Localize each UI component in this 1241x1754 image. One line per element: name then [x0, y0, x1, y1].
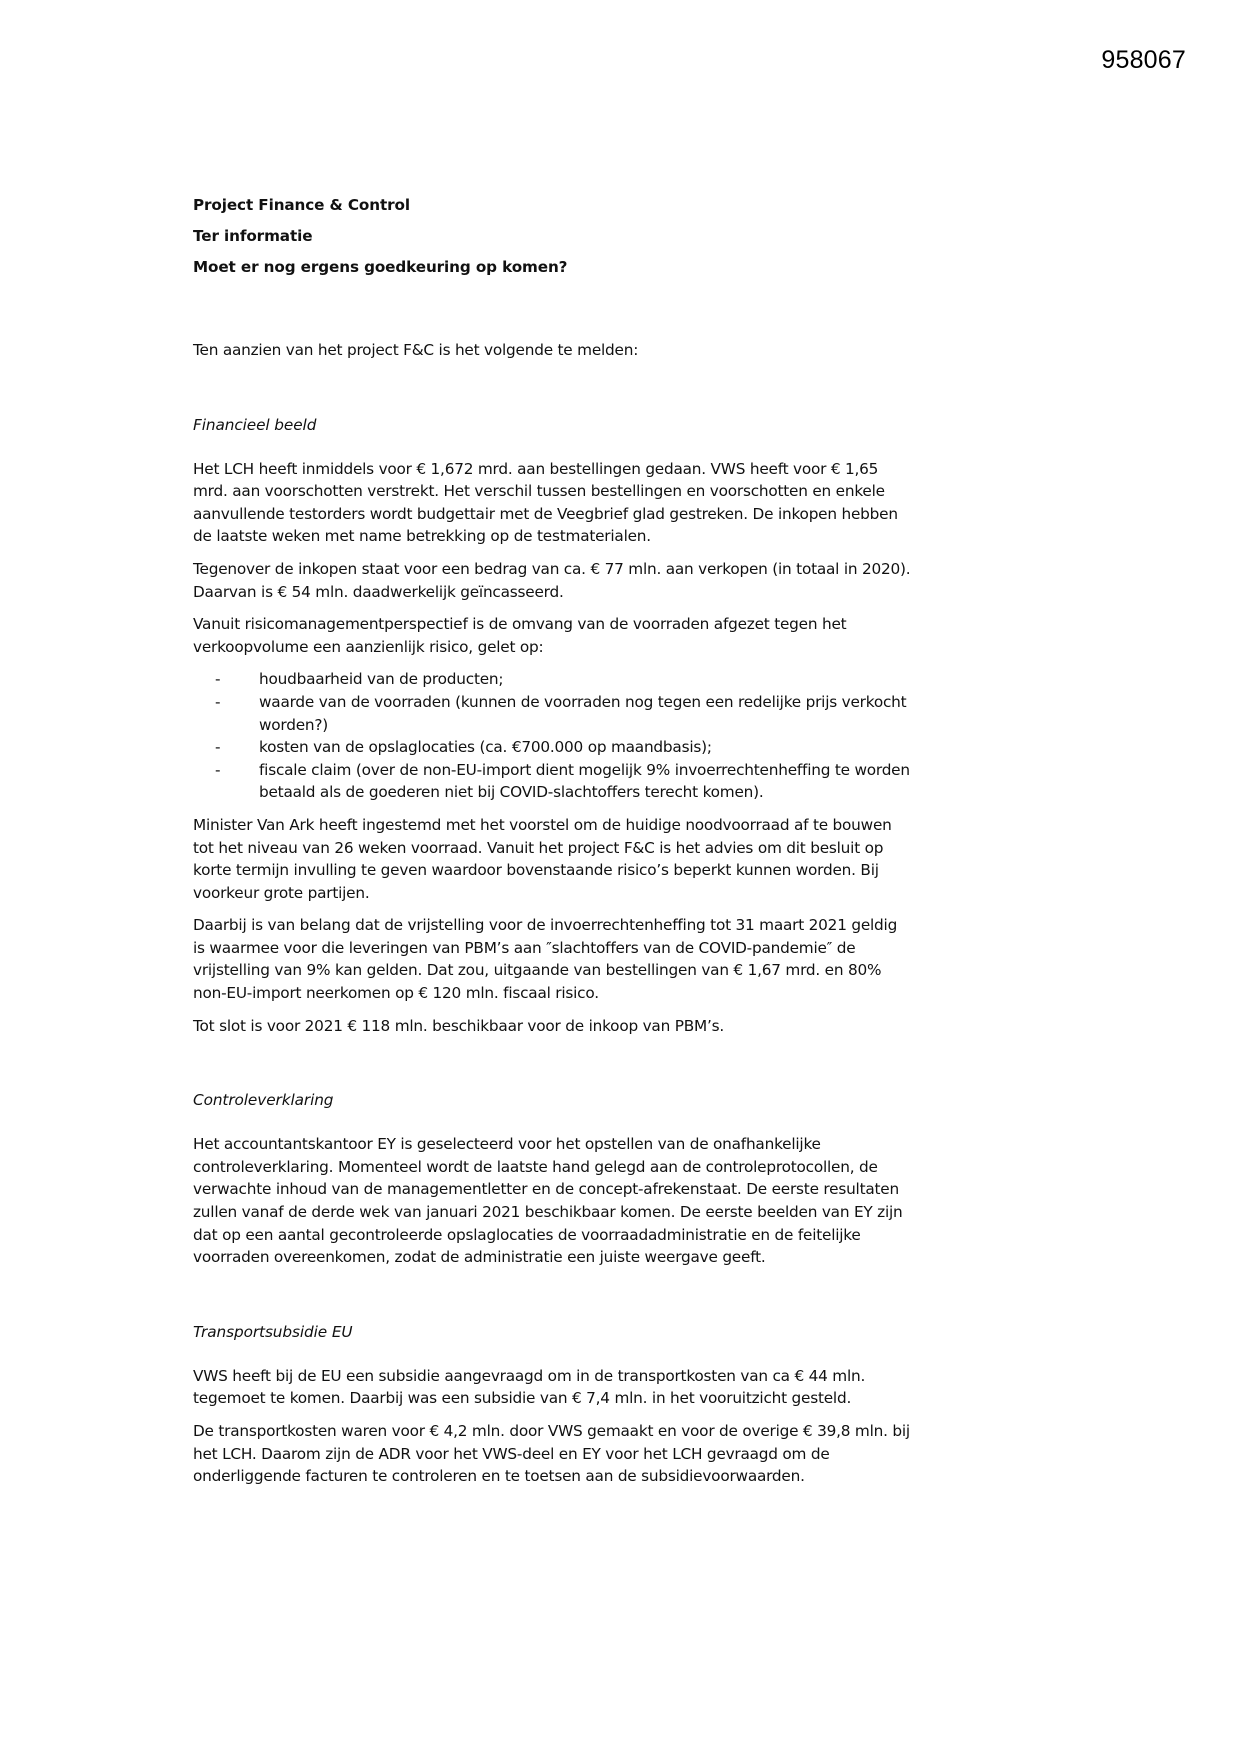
list-item [193, 736, 911, 759]
page-number: 958067 [1101, 46, 1186, 74]
heading-goedkeuring-question: Moet er nog ergens goedkeuring op komen? [193, 258, 568, 276]
risk-bullet-list [193, 668, 911, 804]
heading-project-title: Project Finance & Control [193, 196, 410, 214]
list-item [193, 691, 911, 736]
dash-bullet-icon: - [215, 692, 221, 711]
spacer [193, 362, 911, 414]
paragraph-financieel-2: Tegenover de inkopen staat voor een bedrag van ca. € 77 mln. aan verkopen (in totaal in 2020). Daarvan is € 54 mln. daadwerkelijk geïncasseerd. [193, 559, 911, 601]
list-item [193, 759, 911, 804]
list-item-label: houdbaarheid van de producten; [259, 670, 504, 689]
paragraph-vrijstelling: Daarbij is van belang dat de vrijstelling voor de invoerrechtenheffing tot 31 maart 2021 geldig is waarmee voor die leveringen van PBM’s aan ″slachtoffers van de COVID-pandemie″ de vrijstelling van 9% kan gelden. Dat zou, uitgaande van bestellingen van € 1,67 mrd. en 80% non-EU-import neerkomen op € 120 mln. fiscaal risico. [193, 916, 898, 1003]
spacer [193, 1343, 911, 1365]
paragraph-financieel-1: Het LCH heeft inmiddels voor € 1,672 mrd. aan bestellingen gedaan. VWS heeft voor € 1,65 mrd. aan voorschotten verstrekt. Het verschil tussen bestellingen en voorschotten en enkele aanvullende testorders wordt budgettair met de Veegbrief glad gestreken. De inkopen hebben de laatste weken met name betrekking op de testmaterialen. [193, 459, 898, 546]
paragraph-transportsubsidie-1: VWS heeft bij de EU een subsidie aangevraagd om in de transportkosten van ca € 44 mln. tegemoet te komen. Daarbij was een subsidie van € 7,4 mln. in het vooruitzicht gesteld. [193, 1366, 866, 1408]
spacer [193, 603, 911, 613]
paragraph-tot-slot: Tot slot is voor 2021 € 118 mln. beschikbaar voor de inkoop van PBM’s. [193, 1016, 724, 1035]
list-item-label: waarde van de voorraden (kunnen de voorraden nog tegen een redelijke prijs verkocht worden?) [259, 692, 907, 734]
spacer [193, 1111, 911, 1133]
spacer [193, 1037, 911, 1089]
paragraph-financieel-3: Vanuit risicomanagementperspectief is de omvang van de voorraden afgezet tegen het verkoopvolume een aanzienlijk risico, gelet op: [193, 615, 847, 656]
document-body [193, 190, 911, 1488]
section-title-financieel-beeld: Financieel beeld [193, 415, 317, 434]
dash-bullet-icon: - [215, 670, 221, 689]
spacer [193, 1269, 911, 1321]
intro-paragraph: Ten aanzien van het project F&C is het volgende te melden: [193, 341, 639, 359]
spacer [193, 1410, 911, 1420]
list-item-label: kosten van de opslaglocaties (ca. €700.000 op maandbasis); [259, 738, 712, 757]
spacer [193, 283, 911, 339]
paragraph-transportsubsidie-2: De transportkosten waren voor € 4,2 mln. door VWS gemaakt en voor de overige € 39,8 mln. bij het LCH. Daarom zijn de ADR voor het VWS-deel en EY voor het LCH gevraagd om de onderliggende facturen te controleren en te toetsen aan de subsidievoorwaarden. [193, 1422, 910, 1486]
paragraph-minister-van-ark: Minister Van Ark heeft ingestemd met het voorstel om de huidige noodvoorraad af te bouwen tot het niveau van 26 weken voorraad. Vanuit het project F&C is het advies om dit besluit op korte termijn invulling te geven waardoor bovenstaande risico’s beperkt kunnen worden. Bij voorkeur grote partijen. [193, 815, 892, 902]
spacer [193, 658, 911, 668]
paragraph-controleverklaring: Het accountantskantoor EY is geselecteerd voor het opstellen van de onafhankelijke controleverklaring. Momenteel wordt de laatste hand gelegd aan de controleprotocollen, de verwachte inhoud van de managementletter en de concept-afrekenstaat. De eerste resultaten zullen vanaf de derde wek van januari 2021 beschikbaar komen. De eerste beelden van EY zijn dat op een aantal gecontroleerde opslaglocaties de voorraadadministratie en de feitelijke voorraden overeenkomen, zodat de administratie een juiste weergave geeft. [193, 1135, 903, 1267]
heading-ter-informatie: Ter informatie [193, 227, 313, 245]
spacer [193, 804, 911, 814]
spacer [193, 904, 911, 914]
section-title-transportsubsidie-eu: Transportsubsidie EU [193, 1322, 353, 1341]
list-item [193, 668, 911, 691]
dash-bullet-icon: - [215, 738, 221, 757]
list-item-label: fiscale claim (over de non-EU-import dient mogelijk 9% invoerrechtenheffing te worden betaald als de goederen niet bij COVID-slachtoffers terecht komen). [259, 760, 910, 802]
spacer [193, 548, 911, 558]
spacer [193, 1005, 911, 1015]
spacer [193, 436, 911, 458]
dash-bullet-icon: - [215, 760, 221, 779]
section-title-controleverklaring: Controleverklaring [193, 1091, 334, 1110]
